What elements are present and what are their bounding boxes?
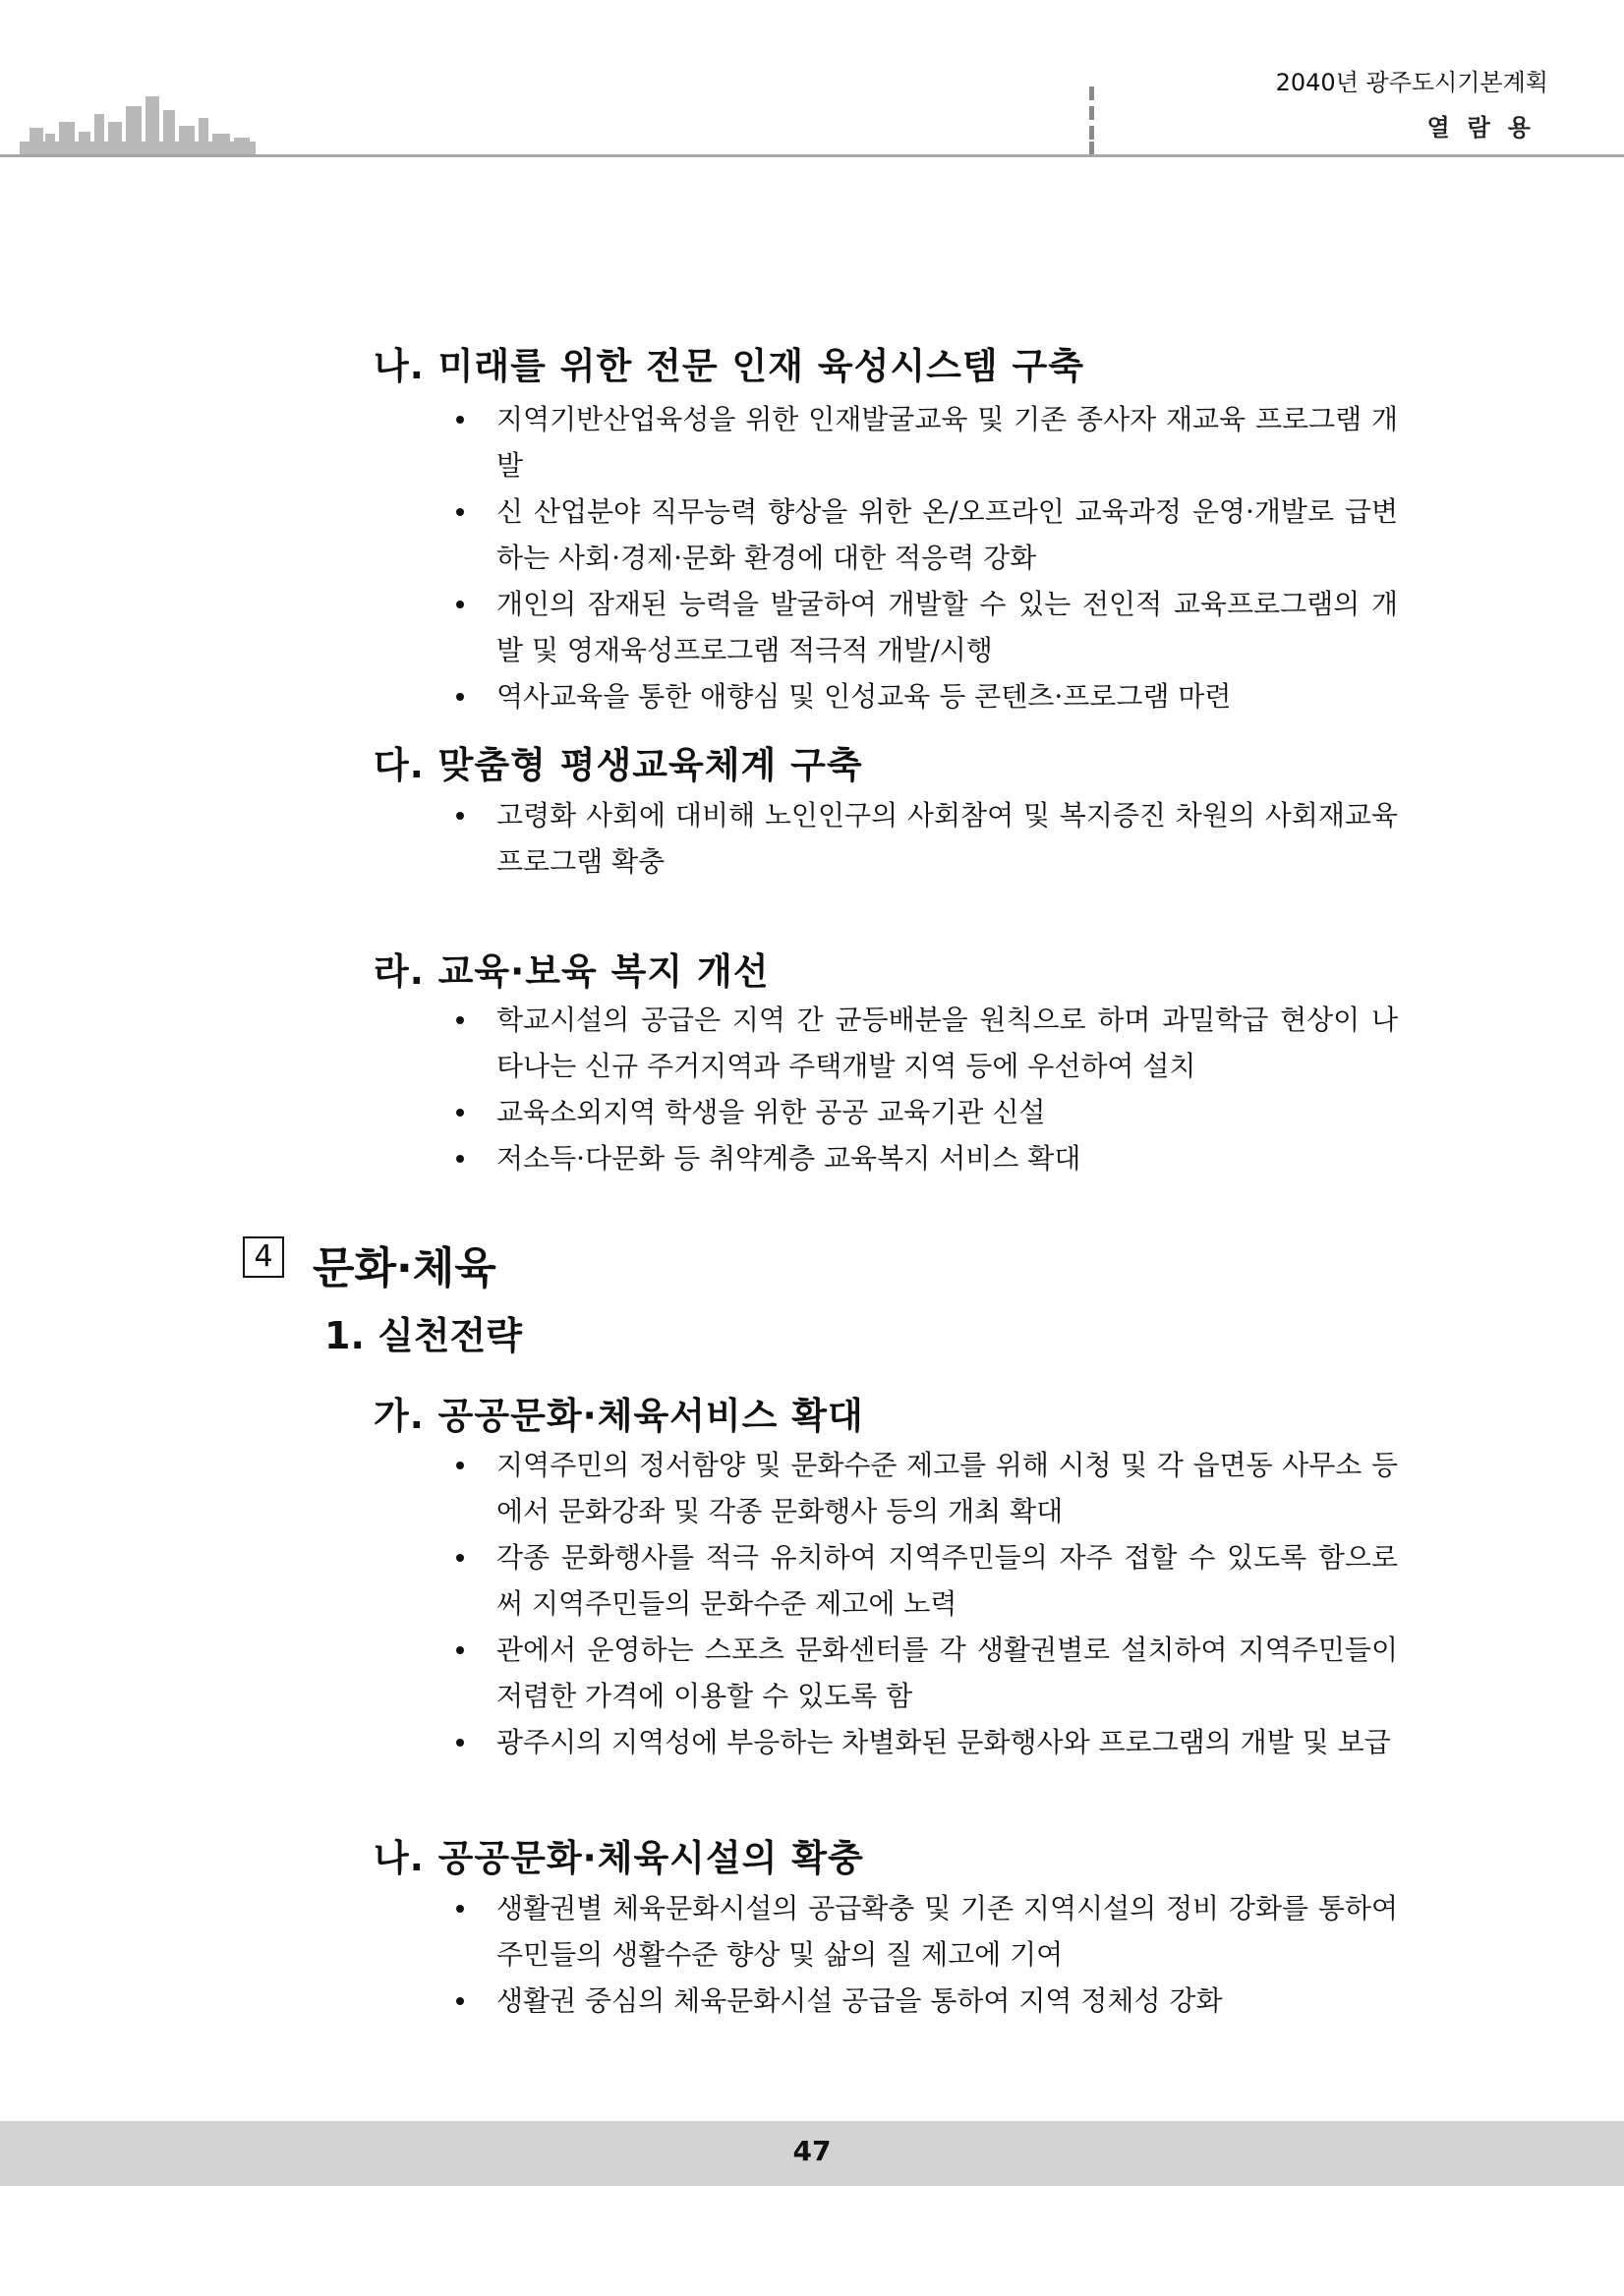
section-title: 문화·체육 [313,1243,496,1293]
section-heading-na1: 나. 미래를 위한 전문 인재 육성시스템 구축 [374,345,1084,387]
section-number-box: 4 [243,1236,284,1278]
list-item: 역사교육을 통한 애향심 및 인성교육 등 콘텐츠·프로그램 마련 [452,673,1398,719]
city-skyline-logo [20,92,256,157]
section-heading-ga: 가. 공공문화·체육서비스 확대 [374,1395,864,1437]
section-heading-ra: 라. 교육·보육 복지 개선 [374,950,770,993]
bullet-list-ra [452,997,1398,1181]
bullet-list-na1 [452,396,1398,719]
list-item: 저소득·다문화 등 취약계층 교육복지 서비스 확대 [452,1135,1398,1181]
page-number: 47 [792,2135,832,2167]
list-item: 신 산업분야 직무능력 향상을 위한 온/오프라인 교육과정 운영·개발로 급변하는 사회·경제·문화 환경에 대한 적응력 강화 [452,488,1398,581]
list-item: 광주시의 지역성에 부응하는 차별화된 문화행사와 프로그램의 개발 및 보급 [452,1719,1398,1765]
section-heading-da: 다. 맞춤형 평생교육체계 구축 [374,744,863,786]
list-item: 개인의 잠재된 능력을 발굴하여 개발할 수 있는 전인적 교육프로그램의 개발 및 영재육성프로그램 적극적 개발/시행 [452,581,1398,673]
bullet-list-da [452,792,1398,885]
section-heading-na2: 나. 공공문화·체육시설의 확충 [374,1837,864,1879]
list-item: 각종 문화행사를 적극 유치하여 지역주민들의 자주 접할 수 있도록 함으로써 지역주민들의 문화수준 제고에 노력 [452,1534,1398,1627]
bullet-list-na2 [452,1885,1398,2024]
header-separator [1089,86,1101,155]
header-divider [0,154,1624,157]
document-title: 2040년 광주도시기본계획 [1275,69,1548,96]
list-item: 지역주민의 정서함양 및 문화수준 제고를 위해 시청 및 각 읍면동 사무소 등에서 문화강좌 및 각종 문화행사 등의 개최 확대 [452,1442,1398,1534]
document-subtitle: 열람용 [1426,114,1548,142]
list-item: 지역기반산업육성을 위한 인재발굴교육 및 기존 종사자 재교육 프로그램 개발 [452,396,1398,488]
list-item: 교육소외지역 학생을 위한 공공 교육기관 신설 [452,1089,1398,1135]
list-item: 생활권 중심의 체육문화시설 공급을 통하여 지역 정체성 강화 [452,1978,1398,2024]
strategy-heading: 1. 실천전략 [324,1314,522,1357]
list-item: 학교시설의 공급은 지역 간 균등배분을 원칙으로 하며 과밀학급 현상이 나타나는 신규 주거지역과 주택개발 지역 등에 우선하여 설치 [452,997,1398,1089]
bullet-list-ga [452,1442,1398,1765]
list-item: 생활권별 체육문화시설의 공급확충 및 기존 지역시설의 정비 강화를 통하여 주민들의 생활수준 향상 및 삶의 질 제고에 기여 [452,1885,1398,1978]
list-item: 고령화 사회에 대비해 노인인구의 사회참여 및 복지증진 차원의 사회재교육 프로그램 확충 [452,792,1398,885]
list-item: 관에서 운영하는 스포츠 문화센터를 각 생활권별로 설치하여 지역주민들이 저렴한 가격에 이용할 수 있도록 함 [452,1627,1398,1719]
